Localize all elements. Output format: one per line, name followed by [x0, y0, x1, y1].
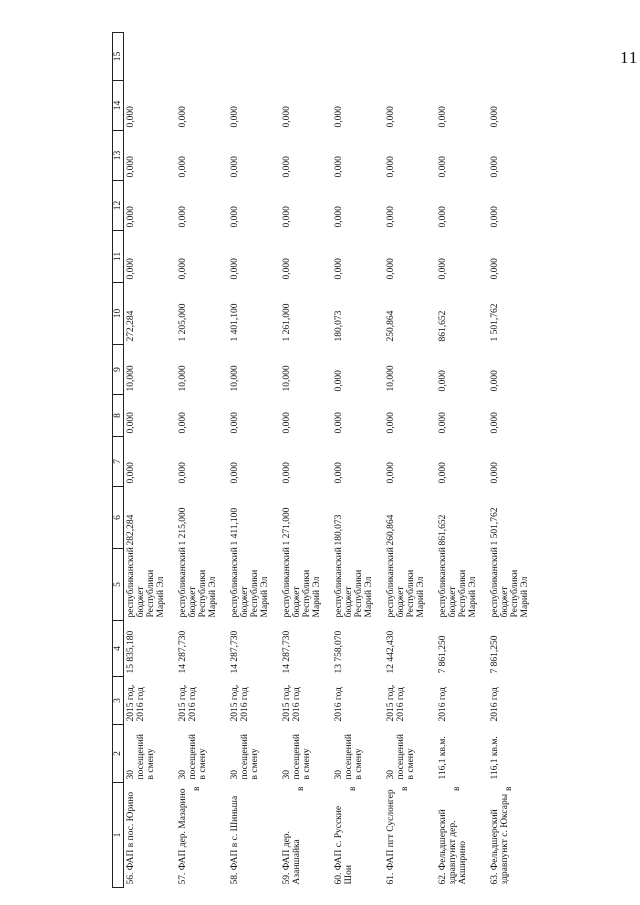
preposition-mark: в	[400, 786, 410, 791]
column-header: 3	[113, 677, 124, 725]
column-header: 7	[113, 437, 124, 487]
column-header: 9	[113, 345, 124, 395]
header-row	[113, 33, 124, 888]
cell-c15: 0,000	[178, 106, 188, 128]
cell-c5: 14 287,730	[282, 630, 292, 674]
cell-c15: 0,000	[230, 106, 240, 128]
cell-c7: 1 215,000	[178, 507, 188, 546]
facility-name: 58. ФАП в с. Шиньша	[230, 795, 240, 885]
cell-c6: республиканский бюджет Республики Марий Эл	[334, 547, 374, 618]
cell-c8: 0,000	[282, 462, 292, 484]
facility-name: 62. Фельдшерский здравпункт дер. Акширино	[438, 809, 468, 885]
cell-c14: 0,000	[230, 156, 240, 178]
cell-c12: 0,000	[334, 258, 344, 280]
cell-c12: 0,000	[282, 258, 292, 280]
cell-c11: 250,864	[386, 310, 396, 342]
cell-c9: 0,000	[230, 412, 240, 434]
facility-name: 63. Фельдшерский здравпункт с. Юксары	[490, 793, 510, 885]
cell-c6: республиканский бюджет Республики Марий Эл	[126, 547, 166, 618]
cell-c11: 1 401,100	[230, 303, 240, 342]
column-header: 6	[113, 487, 124, 549]
cell-c15: 0,000	[438, 106, 448, 128]
cell-c6: республиканский бюджет Республики Марий Эл	[386, 547, 426, 618]
facility-name-cell	[384, 783, 436, 888]
cell-c13: 0,000	[178, 206, 188, 228]
cell-c13: 0,000	[438, 206, 448, 228]
cell-c4: 2015 год, 2016 год	[386, 684, 406, 722]
cell-c9: 0,000	[126, 412, 136, 434]
cell-c12: 0,000	[178, 258, 188, 280]
cell-c12: 0,000	[438, 258, 448, 280]
cell-c3: 30 посещений в смену	[282, 734, 312, 780]
cell-c11: 1 261,000	[282, 303, 292, 342]
table-row	[280, 33, 332, 888]
cell-c15: 0,000	[282, 106, 292, 128]
facility-name: 57. ФАП дер. Мазарино	[178, 788, 188, 885]
facility-name: 61. ФАП пгт Суслонгер	[386, 789, 396, 885]
facility-name: 60. ФАП с. Русские Шои	[334, 805, 354, 885]
cell-c14: 0,000	[282, 156, 292, 178]
cell-c6: республиканский бюджет Республики Марий Эл	[230, 547, 270, 618]
cell-c11: 272,284	[126, 310, 136, 342]
cell-c13: 0,000	[490, 206, 500, 228]
page-number: 11	[620, 48, 639, 67]
table-row	[228, 33, 280, 888]
cell-c8: 0,000	[178, 462, 188, 484]
cell-c7: 1 271,000	[282, 507, 292, 546]
cell-c15: 0,000	[126, 106, 136, 128]
cell-c14: 0,000	[334, 156, 344, 178]
table-row	[488, 33, 540, 888]
funding-table	[112, 32, 540, 888]
cell-c5: 7 861,250	[490, 635, 500, 674]
cell-c10: 10,000	[386, 365, 396, 392]
preposition-mark: в	[452, 786, 462, 791]
cell-c8: 0,000	[230, 462, 240, 484]
cell-c7: 180,073	[334, 514, 344, 546]
cell-c8: 0,000	[438, 462, 448, 484]
column-header: 5	[113, 549, 124, 621]
cell-c15: 0,000	[386, 106, 396, 128]
cell-c6: республиканский бюджет Республики Марий Эл	[178, 547, 218, 618]
cell-c6: республиканский бюджет Республики Марий Эл	[438, 547, 478, 618]
cell-c6: республиканский бюджет Республики Марий Эл	[490, 547, 530, 618]
column-header: 13	[113, 131, 124, 181]
cell-c12: 0,000	[386, 258, 396, 280]
column-header: 11	[113, 231, 124, 283]
table-row	[384, 33, 436, 888]
cell-c5: 13 758,070	[334, 630, 344, 674]
cell-c10: 10,000	[230, 365, 240, 392]
cell-c9: 0,000	[438, 412, 448, 434]
cell-c3: 30 посещений в смену	[334, 734, 364, 780]
cell-c13: 0,000	[126, 206, 136, 228]
cell-c5: 14 287,730	[230, 630, 240, 674]
preposition-mark: в	[192, 786, 202, 791]
cell-c7: 1 501,762	[490, 507, 500, 546]
cell-c9: 0,000	[490, 412, 500, 434]
cell-c4: 2016 год	[438, 687, 448, 722]
cell-c7: 861,652	[438, 514, 448, 546]
table-row	[176, 33, 228, 888]
cell-c12: 0,000	[490, 258, 500, 280]
cell-c14: 0,000	[178, 156, 188, 178]
cell-c13: 0,000	[386, 206, 396, 228]
column-header: 15	[113, 33, 124, 81]
facility-name: 56. ФАП в пос. Юрино	[126, 791, 136, 885]
cell-c10: 10,000	[126, 365, 136, 392]
cell-c3: 116,1 кв.м.	[490, 736, 500, 780]
facility-name: 59. ФАП дер. Азаншайка	[282, 831, 302, 885]
facility-name-cell	[488, 783, 540, 888]
cell-c12: 0,000	[126, 258, 136, 280]
cell-c5: 12 442,430	[386, 630, 396, 674]
facility-name-cell	[436, 783, 488, 888]
cell-c13: 0,000	[282, 206, 292, 228]
cell-c11: 861,652	[438, 310, 448, 342]
cell-c14: 0,000	[386, 156, 396, 178]
cell-c9: 0,000	[334, 412, 344, 434]
cell-c3: 30 посещений в смену	[126, 734, 156, 780]
cell-c7: 1 411,100	[230, 507, 240, 546]
cell-c3: 116,1 кв.м.	[438, 736, 448, 780]
cell-c8: 0,000	[490, 462, 500, 484]
cell-c4: 2015 год, 2016 год	[282, 684, 302, 722]
cell-c4: 2015 год, 2016 год	[126, 684, 146, 722]
cell-c3: 30 посещений в смену	[230, 734, 260, 780]
table-row	[436, 33, 488, 888]
preposition-mark: в	[296, 786, 306, 791]
cell-c4: 2015 год, 2016 год	[178, 684, 198, 722]
cell-c8: 0,000	[126, 462, 136, 484]
facility-name-cell	[124, 783, 177, 888]
cell-c10: 0,000	[334, 370, 344, 392]
column-header: 4	[113, 621, 124, 677]
table-row	[332, 33, 384, 888]
cell-c14: 0,000	[438, 156, 448, 178]
cell-c13: 0,000	[230, 206, 240, 228]
cell-c11: 1 501,762	[490, 303, 500, 342]
cell-c9: 0,000	[178, 412, 188, 434]
cell-c6: республиканский бюджет Республики Марий Эл	[282, 547, 322, 618]
column-header: 14	[113, 81, 124, 131]
cell-c11: 180,073	[334, 310, 344, 342]
cell-c7: 260,864	[386, 514, 396, 546]
column-header: 10	[113, 283, 124, 345]
column-header: 12	[113, 181, 124, 231]
preposition-mark: в	[504, 786, 514, 791]
cell-c9: 0,000	[386, 412, 396, 434]
rotated-table-sheet	[112, 33, 542, 888]
preposition-mark: в	[348, 786, 358, 791]
cell-c14: 0,000	[126, 156, 136, 178]
cell-c3: 30 посещений в смену	[386, 734, 416, 780]
cell-c10: 0,000	[490, 370, 500, 392]
facility-name-cell	[280, 783, 332, 888]
facility-name-cell	[332, 783, 384, 888]
column-header: 2	[113, 725, 124, 783]
cell-c11: 1 205,000	[178, 303, 188, 342]
column-header: 8	[113, 395, 124, 437]
cell-c10: 10,000	[282, 365, 292, 392]
cell-c5: 14 287,730	[178, 630, 188, 674]
cell-c7: 282,284	[126, 514, 136, 546]
cell-c15: 0,000	[490, 106, 500, 128]
cell-c14: 0,000	[490, 156, 500, 178]
facility-name-cell	[176, 783, 228, 888]
cell-c4: 2015 год, 2016 год	[230, 684, 250, 722]
cell-c9: 0,000	[282, 412, 292, 434]
cell-c3: 30 посещений в смену	[178, 734, 208, 780]
cell-c5: 7 861,250	[438, 635, 448, 674]
column-header: 1	[113, 783, 124, 888]
table-row	[124, 33, 177, 888]
cell-c15: 0,000	[334, 106, 344, 128]
cell-c4: 2016 год	[334, 687, 344, 722]
cell-c10: 10,000	[178, 365, 188, 392]
cell-c13: 0,000	[334, 206, 344, 228]
cell-c8: 0,000	[386, 462, 396, 484]
cell-c8: 0,000	[334, 462, 344, 484]
cell-c12: 0,000	[230, 258, 240, 280]
cell-c10: 0,000	[438, 370, 448, 392]
cell-c4: 2016 год	[490, 687, 500, 722]
facility-name-cell	[228, 783, 280, 888]
cell-c5: 15 835,180	[126, 630, 136, 674]
